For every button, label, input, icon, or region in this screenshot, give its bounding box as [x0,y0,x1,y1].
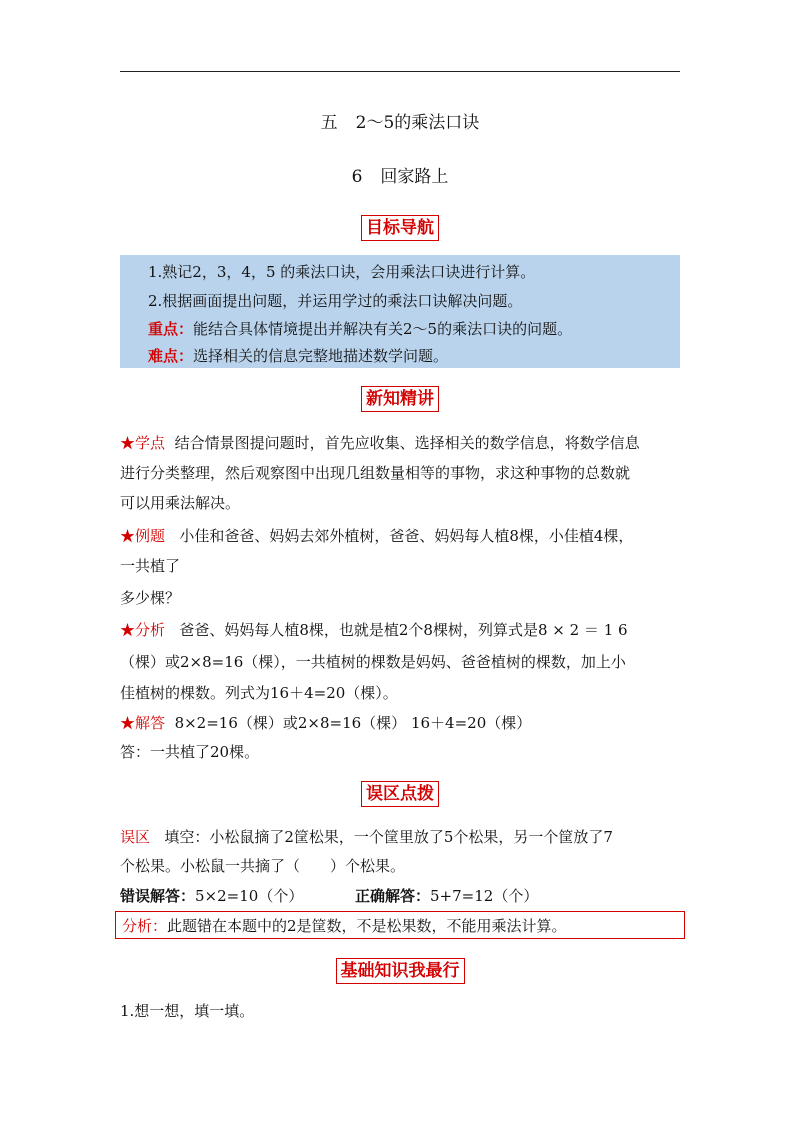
analysis-line-2: （棵）或2×8=16（棵），一共植树的棵数是妈妈、爸爸植树的棵数，加上小 [120,653,626,671]
basics-question-1: 1.想一想，填一填。 [120,1002,255,1020]
answer-line-2: 答：一共植了20棵。 [120,743,260,761]
wrong-answer: 错误解答：5×2=10（个） [120,887,304,905]
goal-line-2: 2.根据画面提出问题，并运用学过的乘法口诀解决问题。 [148,292,523,310]
mistake-line-1: 误区 填空：小松鼠摘了2筐松果，一个筐里放了5个松果，另一个筐放了7 [120,828,613,846]
analysis-line-1: ★分析 爸爸、妈妈每人植8棵，也就是植2个8棵树，列算式是8 × 2 ＝ 1 6 [120,621,628,639]
goal-hard-point: 难点：选择相关的信息完整地描述数学问题。 [148,347,449,365]
goals-box [120,255,680,368]
analysis-line-3: 佳植树的棵数。列式为16＋4=20（棵）。 [120,684,398,702]
example-line-1: ★例题 小佳和爸爸、妈妈去郊外植树，爸爸、妈妈每人植8棵，小佳植4棵， [120,527,634,545]
unit-title [0,108,800,133]
lesson-title [0,162,800,187]
right-answer: 正确解答：5+7=12（个） [355,887,539,905]
new-knowledge-heading: 新知精讲 [0,386,800,412]
example-line-3: 多少棵？ [120,589,181,607]
point-line-2: 进行分类整理，然后观察图中出现几组数量相等的事物，求这种事物的总数就 [120,464,631,482]
basics-heading: 基础知识我最行 [0,958,800,984]
lesson-title-text: 回家路上 [380,167,449,187]
goal-line-1: 1.熟记2，3，4，5 的乘法口诀，会用乘法口诀进行计算。 [148,263,536,281]
goal-key-point: 重点：能结合具体情境提出并解决有关2～5的乘法口诀的问题。 [148,320,573,338]
answer-line-1: ★解答 8×2=16（棵）或2×8=16（棵） 16＋4=20（棵） [120,714,532,732]
mistake-line-2: 个松果。小松鼠一共摘了（ ）个松果。 [120,857,406,875]
mistake-analysis-box [115,911,685,939]
point-line-3: 可以用乘法解决。 [120,494,241,512]
unit-number: 五 [320,113,338,133]
mistakes-heading: 误区点拨 [0,781,800,807]
point-line-1: ★学点 结合情景图提问题时，首先应收集、选择相关的数学信息，将数学信息 [120,434,640,452]
example-line-2: 一共植了 [120,557,181,575]
mistake-analysis: 分析：此题错在本题中的2是筐数，不是松果数，不能用乘法计算。 [122,917,567,935]
goals-heading: 目标导航 [0,215,800,241]
unit-title-text: 2～5的乘法口诀 [355,113,480,133]
lesson-number: 6 [351,167,363,187]
top-rule [120,71,680,72]
